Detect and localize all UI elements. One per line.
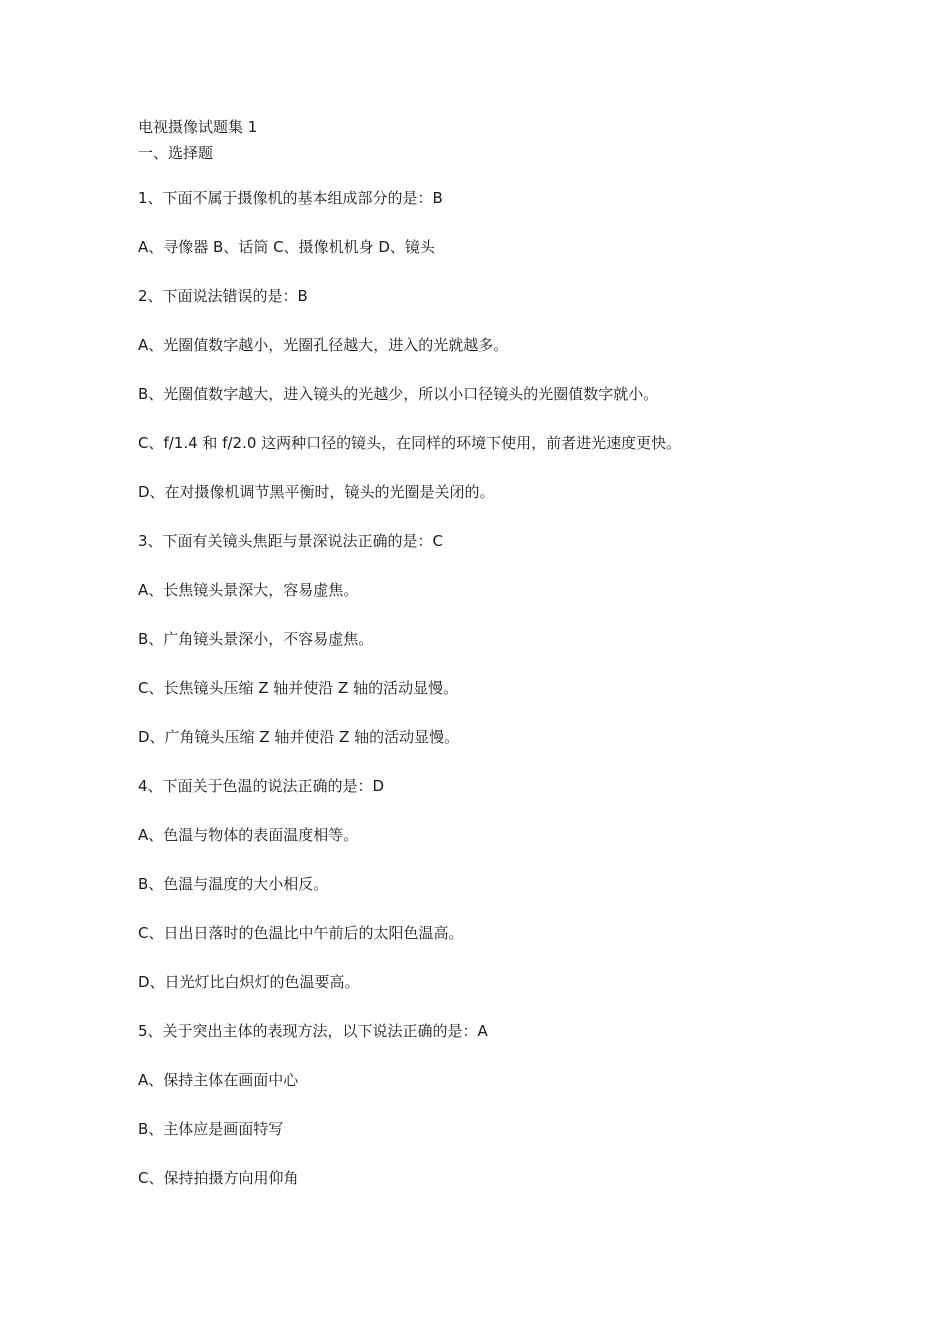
document-header bbox=[138, 114, 257, 166]
question-3-option-a: A、长焦镜头景深大，容易虚焦。 bbox=[138, 581, 359, 599]
question-2-option-b: B、光圈值数字越大，进入镜头的光越少，所以小口径镜头的光圈值数字就小。 bbox=[138, 385, 659, 403]
question-2-option-c: C、f/1.4 和 f/2.0 这两种口径的镜头，在同样的环境下使用，前者进光速度更快。 bbox=[138, 434, 682, 452]
question-3-option-c: C、长焦镜头压缩 Z 轴并使沿 Z 轴的活动显慢。 bbox=[138, 679, 459, 697]
question-4-option-a: A、色温与物体的表面温度相等。 bbox=[138, 826, 359, 844]
question-1-options: A、寻像器 B、话筒 C、摄像机机身 D、镜头 bbox=[138, 238, 435, 256]
question-5-option-c: C、保持拍摄方向用仰角 bbox=[138, 1169, 299, 1187]
question-5-option-b: B、主体应是画面特写 bbox=[138, 1120, 284, 1138]
question-4-option-c: C、日出日落时的色温比中午前后的太阳色温高。 bbox=[138, 924, 464, 942]
question-3-option-b: B、广角镜头景深小，不容易虚焦。 bbox=[138, 630, 374, 648]
question-2-option-a: A、光圈值数字越小，光圈孔径越大，进入的光就越多。 bbox=[138, 336, 509, 354]
question-4: 4、下面关于色温的说法正确的是：D bbox=[138, 777, 385, 795]
question-2: 2、下面说法错误的是：B bbox=[138, 287, 308, 305]
question-3-option-d: D、广角镜头压缩 Z 轴并使沿 Z 轴的活动显慢。 bbox=[138, 728, 460, 746]
section-title: 一、选择题 bbox=[138, 144, 214, 162]
question-4-option-b: B、色温与温度的大小相反。 bbox=[138, 875, 329, 893]
question-2-option-d: D、在对摄像机调节黑平衡时，镜头的光圈是关闭的。 bbox=[138, 483, 495, 501]
document-title: 电视摄像试题集 1 bbox=[138, 118, 258, 136]
question-list bbox=[138, 186, 898, 1215]
question-3: 3、下面有关镜头焦距与景深说法正确的是：C bbox=[138, 532, 444, 550]
question-5: 5、关于突出主体的表现方法，以下说法正确的是：A bbox=[138, 1022, 488, 1040]
question-4-option-d: D、日光灯比白炽灯的色温要高。 bbox=[138, 973, 360, 991]
question-1: 1、下面不属于摄像机的基本组成部分的是：B bbox=[138, 189, 443, 207]
question-5-option-a: A、保持主体在画面中心 bbox=[138, 1071, 299, 1089]
